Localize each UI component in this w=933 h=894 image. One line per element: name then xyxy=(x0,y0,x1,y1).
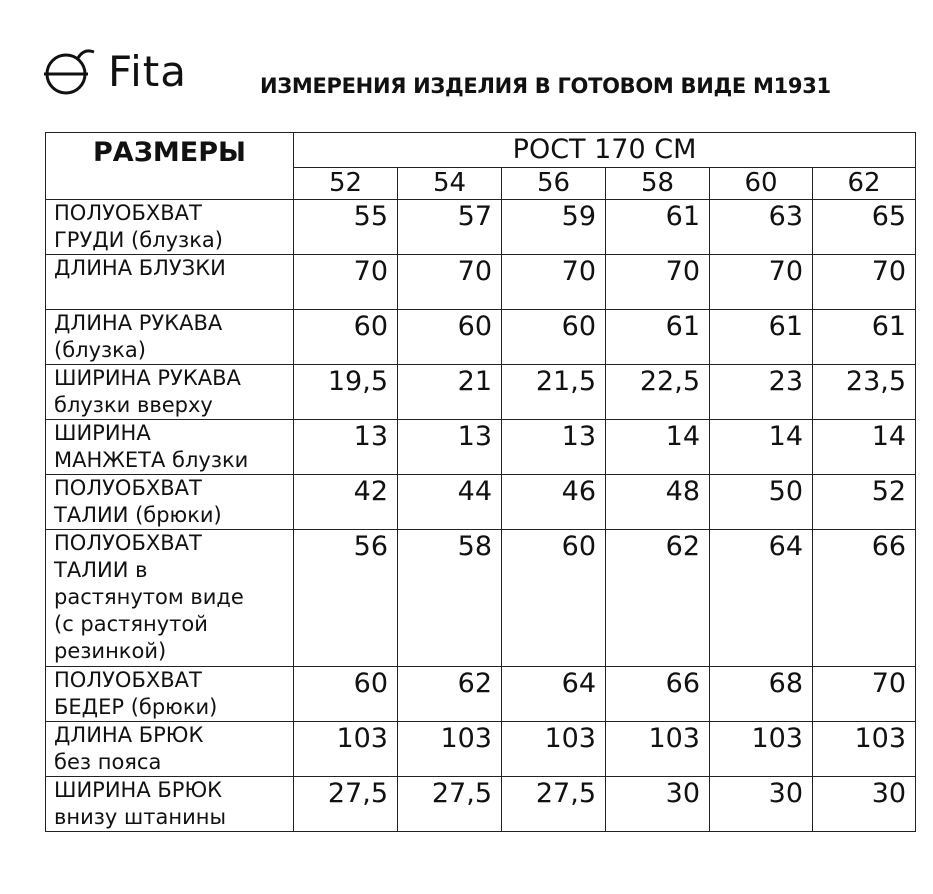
measurement-value: 19,5 xyxy=(294,365,398,420)
measurement-value: 59 xyxy=(502,200,606,255)
size-header-1: 54 xyxy=(398,168,502,200)
parameter-label xyxy=(46,200,294,255)
table-row xyxy=(46,722,916,777)
parameter-label-line: БЕДЕР (брюки) xyxy=(54,695,218,719)
size-header-2: 56 xyxy=(502,168,606,200)
measurement-value: 103 xyxy=(813,722,916,777)
measurement-value: 21,5 xyxy=(502,365,606,420)
brand-name: Fita xyxy=(108,47,187,96)
measurement-value: 22,5 xyxy=(606,365,710,420)
measurement-value: 66 xyxy=(813,530,916,667)
measurement-value: 103 xyxy=(294,722,398,777)
measurement-value: 44 xyxy=(398,475,502,530)
measurement-value: 70 xyxy=(606,255,710,310)
parameter-label-line: блузки вверху xyxy=(54,393,213,417)
height-header: РОСТ 170 СМ xyxy=(294,133,916,168)
measurement-value: 70 xyxy=(813,255,916,310)
measurement-value: 27,5 xyxy=(398,777,502,832)
measurement-value: 62 xyxy=(606,530,710,667)
measurement-value: 63 xyxy=(710,200,813,255)
table-row xyxy=(46,310,916,365)
measurement-value: 14 xyxy=(606,420,710,475)
table-row xyxy=(46,200,916,255)
measurement-value: 103 xyxy=(606,722,710,777)
size-header-3: 58 xyxy=(606,168,710,200)
parameter-label xyxy=(46,310,294,365)
table-row xyxy=(46,475,916,530)
measurement-value: 27,5 xyxy=(502,777,606,832)
measurement-value: 21 xyxy=(398,365,502,420)
size-header-5: 62 xyxy=(813,168,916,200)
parameter-label-line: ПОЛУОБХВАТ xyxy=(54,476,202,500)
parameter-label-line: МАНЖЕТА блузки xyxy=(54,448,249,472)
measurement-value: 61 xyxy=(606,310,710,365)
parameter-label-line: ПОЛУОБХВАТ xyxy=(54,201,202,225)
measurement-value: 14 xyxy=(813,420,916,475)
measurement-value: 14 xyxy=(710,420,813,475)
size-header-4: 60 xyxy=(710,168,813,200)
sizes-header-label: РАЗМЕРЫ xyxy=(46,133,294,200)
parameter-label-line: ШИРИНА xyxy=(54,421,151,445)
measurement-value: 30 xyxy=(813,777,916,832)
parameter-label-line: резинкой) xyxy=(54,639,167,663)
parameter-label-line: ПОЛУОБХВАТ xyxy=(54,668,202,692)
measurement-value: 13 xyxy=(398,420,502,475)
parameter-label xyxy=(46,667,294,722)
measurement-value: 103 xyxy=(502,722,606,777)
measurement-value: 70 xyxy=(813,667,916,722)
parameter-label-line: (блузка) xyxy=(54,338,146,362)
parameter-label-line: ДЛИНА РУКАВА xyxy=(54,311,223,335)
size-header-0: 52 xyxy=(294,168,398,200)
measurement-value: 30 xyxy=(710,777,813,832)
table-row xyxy=(46,530,916,667)
measurement-value: 62 xyxy=(398,667,502,722)
table-row xyxy=(46,365,916,420)
parameter-label xyxy=(46,722,294,777)
measurement-value: 68 xyxy=(710,667,813,722)
measurement-value: 13 xyxy=(294,420,398,475)
parameter-label-line: (с растянутой xyxy=(54,612,208,636)
measurement-value: 55 xyxy=(294,200,398,255)
brand-logo xyxy=(44,44,204,100)
measurement-value: 64 xyxy=(710,530,813,667)
parameter-label-line: ТАЛИИ в xyxy=(54,558,148,582)
measurement-value: 60 xyxy=(502,530,606,667)
measurement-value: 56 xyxy=(294,530,398,667)
measurement-value: 48 xyxy=(606,475,710,530)
parameter-label-line: растянутом виде xyxy=(54,585,244,609)
measurement-value: 58 xyxy=(398,530,502,667)
size-measurements-table xyxy=(45,132,916,832)
parameter-label-line: ШИРИНА РУКАВА xyxy=(54,366,241,390)
parameter-label xyxy=(46,420,294,475)
document-title: ИЗМЕРЕНИЯ ИЗДЕЛИЯ В ГОТОВОМ ВИДЕ М1931 xyxy=(260,74,831,98)
table-row xyxy=(46,777,916,832)
measurement-value: 23 xyxy=(710,365,813,420)
measurement-value: 60 xyxy=(398,310,502,365)
parameter-label xyxy=(46,777,294,832)
measurement-value: 61 xyxy=(813,310,916,365)
parameter-label-line: ПОЛУОБХВАТ xyxy=(54,531,202,555)
measurement-value: 61 xyxy=(710,310,813,365)
measurement-value: 61 xyxy=(606,200,710,255)
measurement-value: 57 xyxy=(398,200,502,255)
parameter-label-line: ГРУДИ (блузка) xyxy=(54,228,223,252)
measurement-value: 13 xyxy=(502,420,606,475)
parameter-label xyxy=(46,530,294,667)
measurement-value: 27,5 xyxy=(294,777,398,832)
measurement-value: 60 xyxy=(294,310,398,365)
measurement-value: 65 xyxy=(813,200,916,255)
fita-logo-icon xyxy=(44,46,100,98)
parameter-label-line: ШИРИНА БРЮК xyxy=(54,778,223,802)
parameter-label-line: ТАЛИИ (брюки) xyxy=(54,503,222,527)
measurement-value: 30 xyxy=(606,777,710,832)
measurement-value: 70 xyxy=(398,255,502,310)
table-row xyxy=(46,255,916,310)
parameter-label xyxy=(46,475,294,530)
measurement-value: 60 xyxy=(294,667,398,722)
table-row xyxy=(46,667,916,722)
parameter-label xyxy=(46,255,294,310)
parameter-label-line: внизу штанины xyxy=(54,805,227,829)
measurement-value: 103 xyxy=(710,722,813,777)
measurement-value: 66 xyxy=(606,667,710,722)
measurement-value: 52 xyxy=(813,475,916,530)
parameter-label xyxy=(46,365,294,420)
measurement-value: 23,5 xyxy=(813,365,916,420)
parameter-label-line: ДЛИНА БЛУЗКИ xyxy=(54,256,226,280)
measurement-value: 42 xyxy=(294,475,398,530)
parameter-label-line: без пояса xyxy=(54,750,162,774)
measurement-value: 46 xyxy=(502,475,606,530)
measurement-value: 70 xyxy=(502,255,606,310)
measurement-value: 64 xyxy=(502,667,606,722)
table-row xyxy=(46,420,916,475)
measurement-value: 70 xyxy=(294,255,398,310)
measurement-value: 103 xyxy=(398,722,502,777)
parameter-label-line: ДЛИНА БРЮК xyxy=(54,723,204,747)
measurement-value: 50 xyxy=(710,475,813,530)
measurement-value: 70 xyxy=(710,255,813,310)
measurement-value: 60 xyxy=(502,310,606,365)
